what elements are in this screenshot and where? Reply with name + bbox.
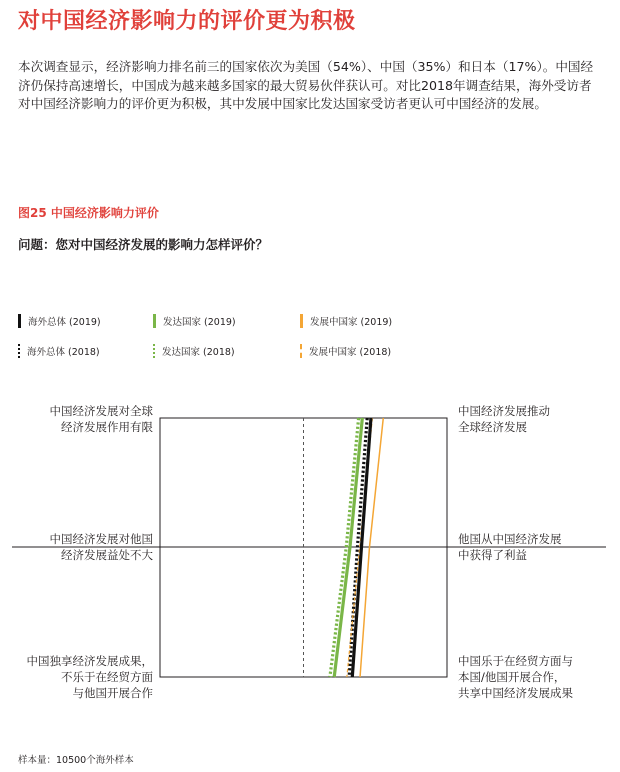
legend-label-1: 海外总体 (2019) bbox=[28, 317, 101, 328]
intro-paragraph: 本次调查显示，经济影响力排名前三的国家依次为美国（54%）、中国（35%）和日本（17%）。中国经济仍保持高速增长，中国成为越来越多国家的最大贸易伙伴获认可。对比2018年调查结果，海外受访者对中国经济影响力的评价更为积极，其中发展中国家比发达国家受访者更认可中国经济的发展。 bbox=[18, 59, 594, 111]
legend-label-6: 发展中国家 (2018) bbox=[309, 347, 392, 358]
legend-label-4: 海外总体 (2018) bbox=[27, 347, 100, 358]
left-statement-line: 中国经济发展对全球 bbox=[49, 404, 153, 418]
survey-question: 问题：您对中国经济发展的影响力怎样评价？ bbox=[18, 237, 269, 252]
right-statement-line: 全球经济发展 bbox=[458, 420, 527, 434]
legend-label-5: 发达国家 (2018) bbox=[162, 347, 235, 358]
legend-label-3: 发展中国家 (2019) bbox=[310, 317, 393, 328]
left-statement-line: 经济发展作用有限 bbox=[61, 420, 153, 434]
right-statement-line: 中国乐于在经贸方面与 bbox=[458, 654, 573, 668]
left-statement-line: 中国经济发展对他国 bbox=[49, 532, 153, 546]
right-statement-line: 他国从中国经济发展 bbox=[458, 532, 562, 546]
sample-size-note: 样本量：10500个海外样本 bbox=[18, 755, 134, 766]
left-statement-line: 与他国开展合作 bbox=[72, 686, 153, 700]
right-statement-line: 中国经济发展推动 bbox=[458, 404, 550, 418]
right-statement-line: 中获得了利益 bbox=[458, 548, 527, 562]
right-statement-line: 本国/他国开展合作， bbox=[458, 670, 566, 684]
page-title: 对中国经济影响力的评价更为积极 bbox=[18, 9, 356, 34]
left-statement-line: 中国独享经济发展成果， bbox=[26, 654, 153, 668]
right-statement-line: 共享中国经济发展成果 bbox=[458, 686, 573, 700]
left-statement-line: 经济发展益处不大 bbox=[61, 548, 153, 562]
figure-label: 图25 中国经济影响力评价 bbox=[18, 206, 159, 220]
left-statement-line: 不乐于在经贸方面 bbox=[61, 670, 153, 684]
legend-label-2: 发达国家 (2019) bbox=[163, 317, 236, 328]
